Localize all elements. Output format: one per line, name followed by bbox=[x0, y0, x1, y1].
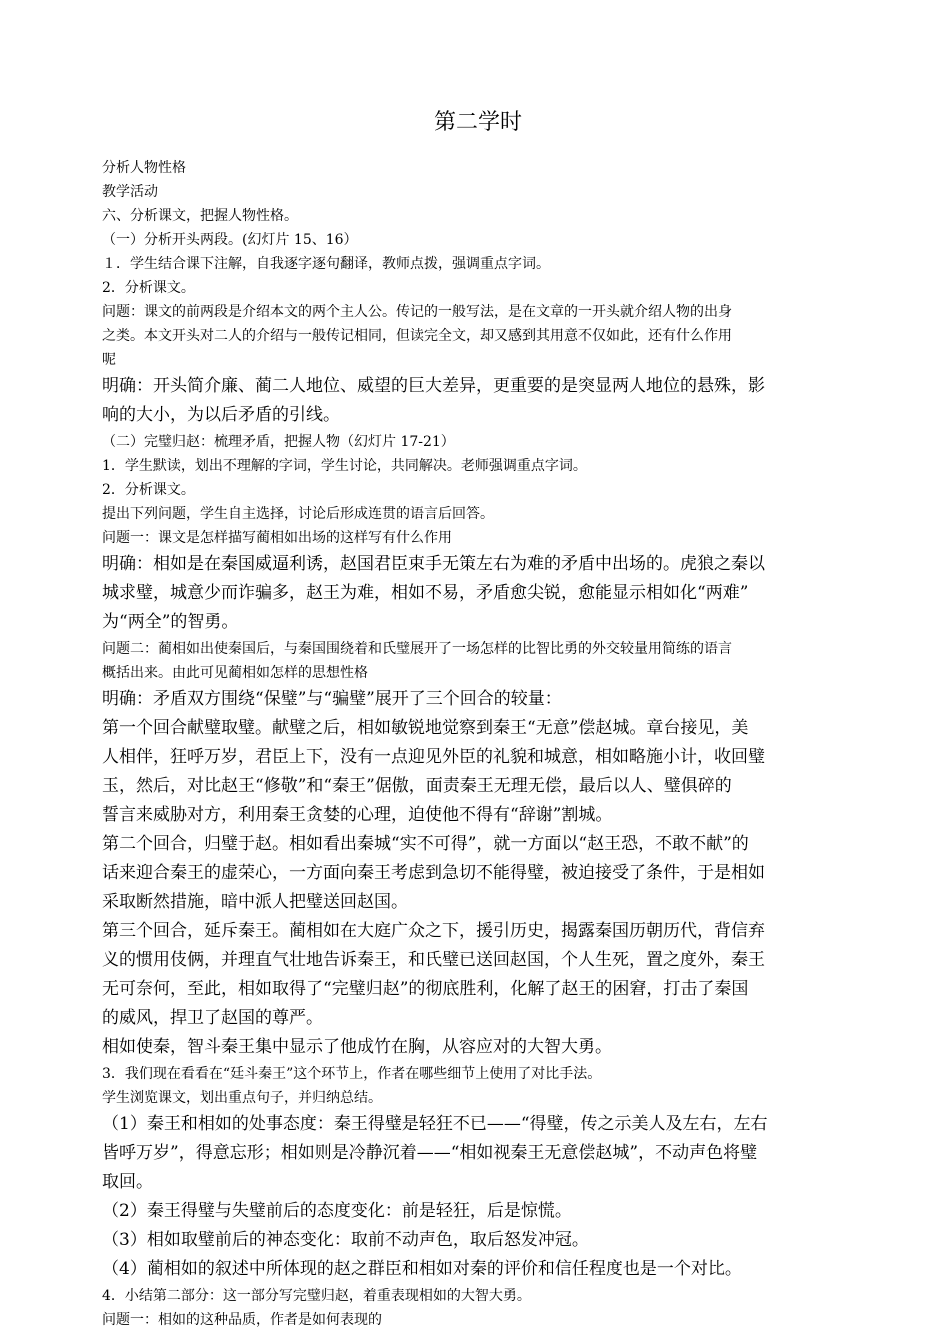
document-page bbox=[102, 0, 854, 1332]
text-line: 明确：开头简介廉、蔺二人地位、威望的巨大差异，更重要的是突显两人地位的悬殊，影 bbox=[102, 376, 765, 396]
text-line: 的威风，捍卫了赵国的尊严。 bbox=[102, 1008, 323, 1028]
text-line: （4）蔺相如的叙述中所体现的赵之群臣和相如对秦的评价和信任程度也是一个对比。 bbox=[102, 1259, 742, 1279]
text-line: 六、分析课文，把握人物性格。 bbox=[102, 208, 298, 224]
text-line: 话来迎合秦王的虚荣心，一方面向秦王考虑到急切不能得璧，被迫接受了条件，于是相如 bbox=[102, 863, 765, 883]
text-line: 1．学生默读，划出不理解的字词，学生讨论，共同解决。老师强调重点字词。 bbox=[102, 458, 587, 474]
text-line: 4．小结第二部分：这一部分写完璧归赵，着重表现相如的大智大勇。 bbox=[102, 1288, 531, 1304]
text-line: １．学生结合课下注解，自我逐字逐句翻译，教师点拨，强调重点字词。 bbox=[102, 256, 550, 272]
text-line: 取回。 bbox=[102, 1172, 153, 1192]
text-line: 第三个回合，延斥秦王。蔺相如在大庭广众之下，援引历史，揭露秦国历朝历代，背信弃 bbox=[102, 921, 765, 941]
text-line: 皆呼万岁”，得意忘形；相如则是冷静沉着——“相如视秦王无意偿赵城”，不动声色将璧 bbox=[102, 1143, 758, 1163]
text-line: （一）分析开头两段。(幻灯片 15、16） bbox=[102, 232, 358, 248]
text-line: 提出下列问题，学生自主选择，讨论后形成连贯的语言后回答。 bbox=[102, 506, 494, 522]
text-line: （2）秦王得璧与失璧前后的态度变化：前是轻狂，后是惊慌。 bbox=[102, 1201, 572, 1221]
text-line: 之类。本文开头对二人的介绍与一般传记相同，但读完全文，却又感到其用意不仅如此，还有什么作用 bbox=[102, 328, 732, 344]
text-line: 玉，然后，对比赵王“修敬”和“秦王”倨傲，面责秦王无理无偿，最后以人、璧俱碎的 bbox=[102, 776, 732, 796]
text-line: 誓言来威胁对方，利用秦王贪婪的心理，迫使他不得有“辞谢”割城。 bbox=[102, 805, 613, 825]
text-line: 相如使秦，智斗秦王集中显示了他成竹在胸，从容应对的大智大勇。 bbox=[102, 1037, 612, 1057]
text-line: （3）相如取璧前后的神态变化：取前不动声色，取后怒发冲冠。 bbox=[102, 1230, 589, 1250]
text-line: 响的大小，为以后矛盾的引线。 bbox=[102, 405, 340, 425]
text-line: 2．分析课文。 bbox=[102, 482, 195, 498]
text-line: 问题二：蔺相如出使秦国后，与秦国围绕着和氏璧展开了一场怎样的比智比勇的外交较量用简练的语言 bbox=[102, 641, 732, 657]
text-line: 呢 bbox=[102, 352, 116, 368]
text-line: 分析人物性格 bbox=[102, 160, 186, 176]
text-line: 人相伴，狂呼万岁，君臣上下，没有一点迎见外臣的礼貌和城意，相如略施小计，收回璧 bbox=[102, 747, 765, 767]
text-line: 2．分析课文。 bbox=[102, 280, 195, 296]
text-line: 明确：相如是在秦国威逼利诱，赵国君臣束手无策左右为难的矛盾中出场的。虎狼之秦以 bbox=[102, 554, 765, 574]
text-line: 问题：课文的前两段是介绍本文的两个主人公。传记的一般写法，是在文章的一开头就介绍人物的出身 bbox=[102, 304, 732, 320]
text-line: 问题一：相如的这种品质，作者是如何表现的 bbox=[102, 1312, 382, 1328]
text-line: 第二个回合，归璧于赵。相如看出秦城“实不可得”，就一方面以“赵王恐，不敢不献”的 bbox=[102, 834, 749, 854]
text-line: 3．我们现在看看在“廷斗秦王”这个环节上，作者在哪些细节上使用了对比手法。 bbox=[102, 1066, 602, 1082]
document-body bbox=[102, 156, 854, 1332]
text-line: 为“两全”的智勇。 bbox=[102, 612, 239, 632]
text-line: 第一个回合献璧取璧。献璧之后，相如敏锐地觉察到秦王“无意”偿赵城。章台接见，美 bbox=[102, 718, 749, 738]
text-line: 无可奈何，至此，相如取得了“完璧归赵”的彻底胜利，化解了赵王的困窘，打击了秦国 bbox=[102, 979, 749, 999]
text-line: （1）秦王和相如的处事态度：秦王得璧是轻狂不已——“得璧，传之示美人及左右，左右 bbox=[102, 1114, 768, 1134]
text-line: 明确：矛盾双方围绕“保璧”与“骗璧”展开了三个回合的较量： bbox=[102, 689, 562, 709]
text-line: 教学活动 bbox=[102, 184, 158, 200]
text-line: （二）完璧归赵：梳理矛盾，把握人物（幻灯片 17-21） bbox=[102, 434, 455, 450]
text-line: 概括出来。由此可见蔺相如怎样的思想性格 bbox=[102, 665, 368, 681]
text-line: 义的惯用伎俩，并理直气壮地告诉秦王，和氏璧已送回赵国，个人生死，置之度外，秦王 bbox=[102, 950, 765, 970]
text-line: 问题一：课文是怎样描写蔺相如出场的这样写有什么作用 bbox=[102, 530, 452, 546]
text-line: 学生浏览课文，划出重点句子，并归纳总结。 bbox=[102, 1090, 382, 1106]
text-line: 采取断然措施，暗中派人把璧送回赵国。 bbox=[102, 892, 408, 912]
page-title: 第二学时 bbox=[433, 110, 522, 135]
text-line: 城求璧，城意少而诈骗多，赵王为难，相如不易，矛盾愈尖锐，愈能显示相如化“两难” bbox=[102, 583, 749, 603]
